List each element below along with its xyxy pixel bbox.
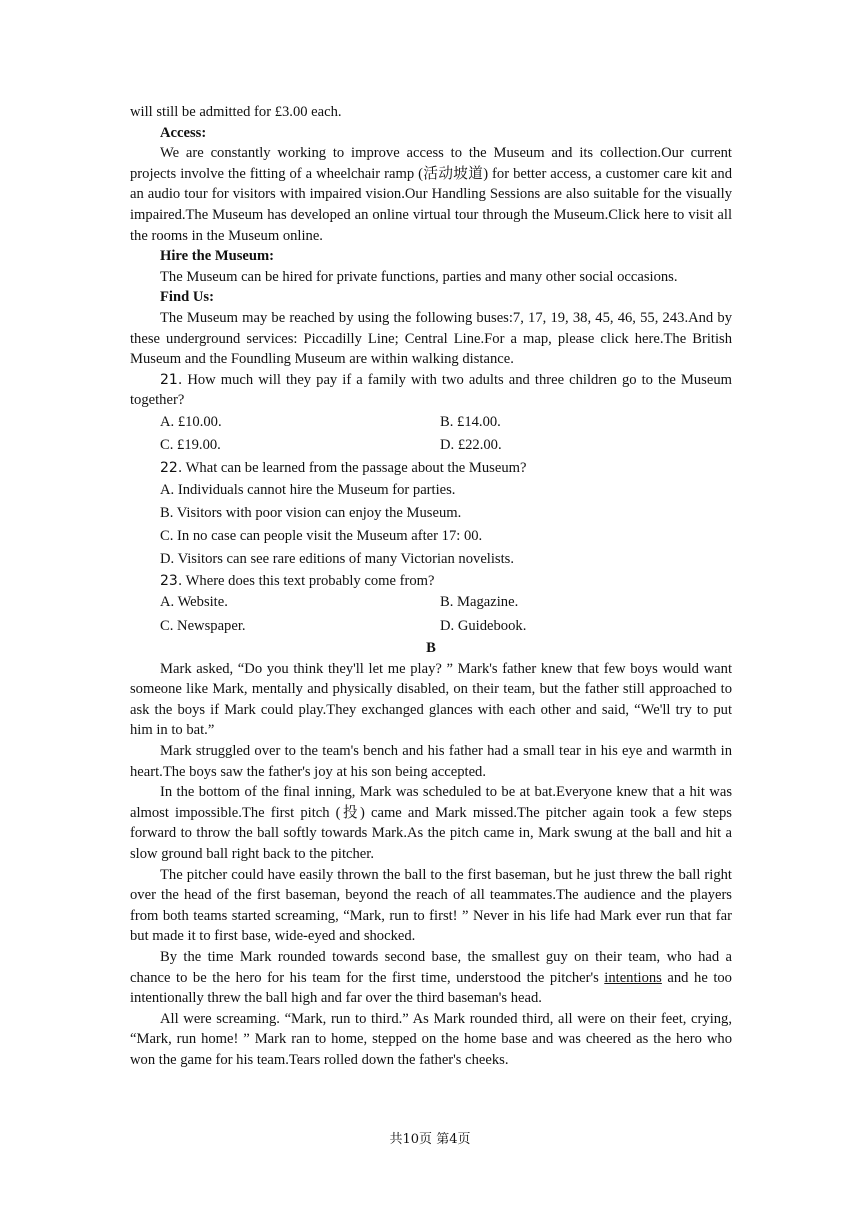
question-21-options: [130, 411, 732, 458]
section-b-heading: B: [426, 640, 436, 657]
option-a: A. Website.: [160, 594, 228, 611]
paragraph-access: We are constantly working to improve access to the Museum and its collection.Our current projects involve the fitting of a wheelchair ramp (活动坡道) for better access, a customer care kit and an audio tour for visitors with impaired vision.Our Handling Sessions are also suitable for the visually impaired.The Museum has developed an online virtual tour through the Museum.Click here to visit all the rooms in the Museum online.: [130, 145, 732, 244]
question-number: 23.: [160, 572, 183, 589]
question-number: 22.: [160, 459, 183, 476]
paragraph-admission-end: will still be admitted for £3.00 each.: [130, 104, 342, 120]
story-paragraph-2: Mark struggled over to the team's bench and his father had a small tear in his eye and warmth in heart.The boys saw the father's joy at his son being accepted.: [130, 743, 732, 780]
question-text: Where does this text probably come from?: [182, 572, 435, 589]
option-b: B. £14.00.: [440, 413, 501, 430]
question-22: [130, 458, 732, 479]
option-c: C. In no case can people visit the Museum after 17: 00.: [160, 527, 483, 544]
underlined-word: intentions: [604, 969, 662, 986]
question-text: How much will they pay if a family with two adults and three children go to the Museum together?: [130, 371, 732, 409]
story-text: and he too intentionally threw the ball high and far over the third baseman's head.: [130, 969, 732, 1007]
page-footer: 共10页 第4页: [389, 1132, 471, 1147]
option-b: B. Magazine.: [440, 594, 519, 611]
question-number: 21.: [160, 371, 183, 388]
heading-hire: Hire the Museum:: [160, 248, 275, 265]
question-23: [130, 571, 732, 592]
story-text: By the time Mark rounded towards second base, the smallest guy on their team, who had a chance to be the hero for his team for the first time, understood the pitcher's: [130, 949, 732, 986]
story-paragraph-5: [130, 947, 732, 1009]
heading-access: Access:: [160, 124, 207, 141]
story-paragraph-1: Mark asked, “Do you think they'll let me play? ” Mark's father knew that few boys would want someone like Mark, mentally and physically disabled, on their team, but the father still approached to ask the boys if Mark could play.They exchanged glances with each other and said, “We'll try to put him in to bat.”: [130, 660, 732, 739]
paragraph-find-us: The Museum may be reached by using the following buses:7, 17, 19, 38, 45, 46, 55, 243.And by these underground services: Piccadilly Line; Central Line.For a map, please click here.The British Museum and the Foundling Museum are within walking distance.: [130, 309, 732, 368]
paragraph-hire: The Museum can be hired for private functions, parties and many other social occasions.: [160, 268, 678, 285]
question-23-options: [130, 591, 732, 638]
option-a: A. Individuals cannot hire the Museum for parties.: [160, 481, 456, 498]
document-page: [130, 102, 732, 1071]
heading-find-us: Find Us:: [160, 289, 214, 306]
option-c: C. Newspaper.: [160, 617, 246, 634]
story-paragraph-3: In the bottom of the final inning, Mark was scheduled to be at bat.Everyone knew that a hit was almost impossible.The first pitch (投) came and Mark missed.The pitcher again took a few steps forward to throw the ball softly towards Mark.As the pitch came in, Mark swung at the ball and hit a slow ground ball right back to the pitcher.: [130, 784, 732, 863]
question-text: What can be learned from the passage about the Museum?: [182, 459, 527, 476]
story-paragraph-6: All were screaming. “Mark, run to third.” As Mark rounded third, all were on their feet, crying, “Mark, run home! ” Mark ran to home, stepped on the home base and was cheered as the hero who won the game for his team.Tears rolled down the father's cheeks.: [130, 1010, 732, 1068]
option-b: B. Visitors with poor vision can enjoy the Museum.: [160, 504, 462, 521]
question-21: [130, 370, 732, 411]
option-d: D. £22.00.: [440, 437, 502, 454]
story-paragraph-4: The pitcher could have easily thrown the ball to the first baseman, but he just threw the ball right over the head of the first baseman, beyond the reach of all teammates.The audience and the players from both teams started screaming, “Mark, run to first! ” Never in his life had Mark ever run that far but made it to first base, wide-eyed and shocked.: [130, 866, 732, 945]
option-d: D. Visitors can see rare editions of many Victorian novelists.: [160, 550, 514, 567]
option-a: A. £10.00.: [160, 413, 222, 430]
option-d: D. Guidebook.: [440, 617, 527, 634]
option-c: C. £19.00.: [160, 437, 221, 454]
